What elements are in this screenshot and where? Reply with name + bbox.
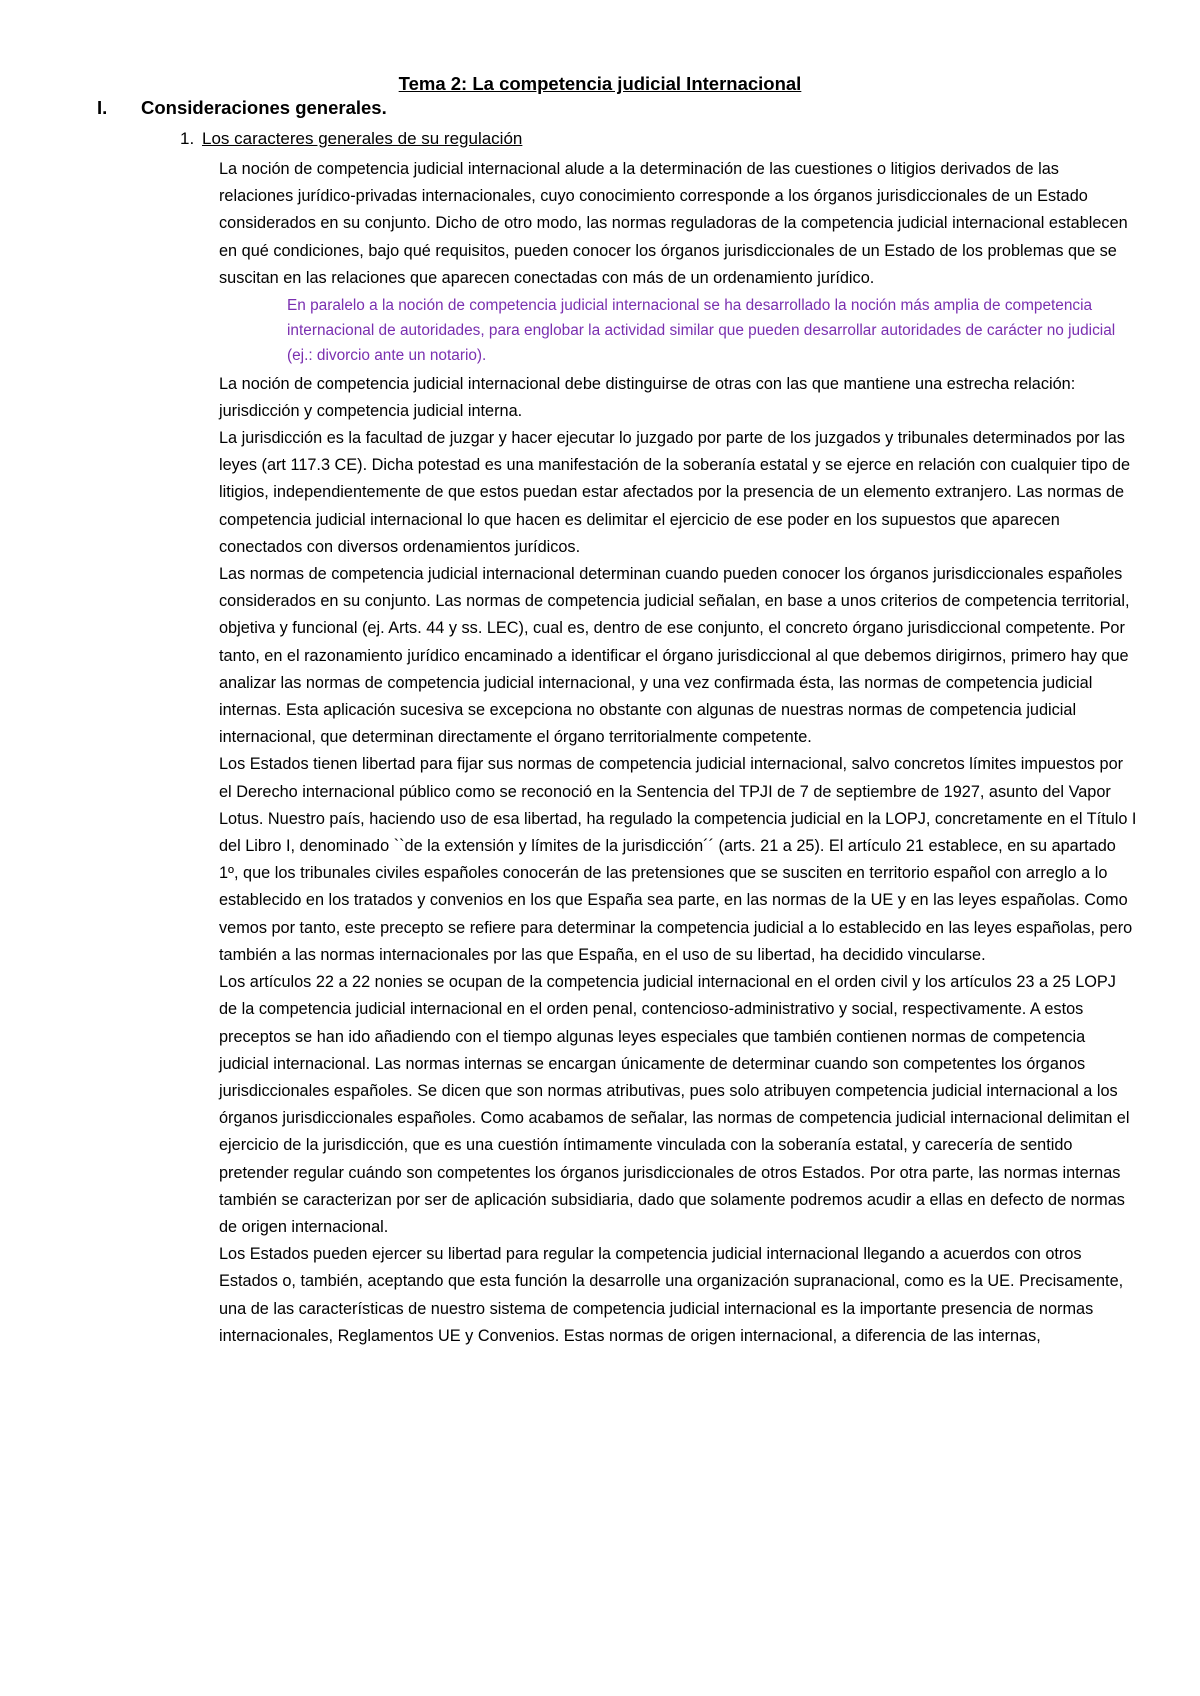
section-number: I. <box>97 97 108 118</box>
subsection-heading <box>180 128 522 150</box>
section-label: Consideraciones generales. <box>141 97 387 118</box>
section-heading <box>97 96 387 120</box>
document-body <box>219 156 1137 1350</box>
paragraph: Las normas de competencia judicial internacional determinan cuando pueden conocer los órganos jurisdiccionales españoles considerados en su conjunto. Las normas de competencia judicial señalan, en base a unos criterios de competencia territorial, objetiva y funcional (ej. Arts. 44 y ss. LEC), cual es, dentro de ese conjunto, el concreto órgano jurisdiccional competente. Por tanto, en el razonamiento jurídico encaminado a identificar el órgano jurisdiccional al que debemos dirigirnos, primero hay que analizar las normas de competencia judicial internacional, y una vez confirmada ésta, las normas de competencia judicial internas. Esta aplicación sucesiva se excepciona no obstante con algunas de nuestras normas de competencia judicial internacional, que determinan directamente el órgano territorialmente competente. <box>219 565 1130 747</box>
paragraph: La noción de competencia judicial internacional debe distinguirse de otras con las que mantiene una estrecha relación: jurisdicción y competencia judicial interna. <box>219 374 1076 420</box>
subsection-label: Los caracteres generales de su regulación <box>202 129 523 148</box>
paragraph: Los artículos 22 a 22 nonies se ocupan de la competencia judicial internacional en el orden civil y los artículos 23 a 25 LOPJ de la competencia judicial internacional en el orden penal, contencioso-administrativo y social, respectivamente. A estos preceptos se han ido añadiendo con el tiempo algunas leyes especiales que también contienen normas de competencia judicial internacional. Las normas internas se encargan únicamente de determinar cuando son competentes los órganos jurisdiccionales españoles. Se dicen que son normas atributivas, pues solo atribuyen competencia judicial internacional a los órganos jurisdiccionales españoles. Como acabamos de señalar, las normas de competencia judicial internacional delimitan el ejercicio de la jurisdicción, que es una cuestión íntimamente vinculada con la soberanía estatal, y carecería de sentido pretender regular cuándo son competentes los órganos jurisdiccionales de otros Estados. Por otra parte, las normas internas también se caracterizan por ser de aplicación subsidiaria, dado que solamente podremos acudir a ellas en defecto de normas de origen internacional. <box>219 973 1130 1236</box>
subsection-number: 1. <box>180 129 195 148</box>
highlighted-note: En paralelo a la noción de competencia judicial internacional se ha desarrollado la noción más amplia de competencia internacional de autoridades, para englobar la actividad similar que pueden desarrollar autoridades de carácter no judicial (ej.: divorcio ante un notario). <box>287 297 1116 365</box>
document-title: Tema 2: La competencia judicial Internacional <box>398 73 802 94</box>
paragraph: La noción de competencia judicial internacional alude a la determinación de las cuestiones o litigios derivados de las relaciones jurídico-privadas internacionales, cuyo conocimiento corresponde a los órganos jurisdiccionales de un Estado considerados en su conjunto. Dicho de otro modo, las normas reguladoras de la competencia judicial internacional establecen en qué condiciones, bajo qué requisitos, pueden conocer los órganos jurisdiccionales de un Estado de los problemas que se suscitan en las relaciones que aparecen conectadas con más de un ordenamiento jurídico. <box>219 160 1128 287</box>
paragraph: Los Estados tienen libertad para fijar sus normas de competencia judicial internacional, salvo concretos límites impuestos por el Derecho internacional público como se reconoció en la Sentencia del TPJI de 7 de septiembre de 1927, asunto del Vapor Lotus. Nuestro país, haciendo uso de esa libertad, ha regulado la competencia judicial en la LOPJ, concretamente en el Título I del Libro I, denominado ``de la extensión y límites de la jurisdicción´´ (arts. 21 a 25). El artículo 21 establece, en su apartado 1º, que los tribunales civiles españoles conocerán de las pretensiones que se susciten en territorio español con arreglo a lo establecido en los tratados y convenios en los que España sea parte, en las normas de la UE y en las leyes españolas. Como vemos por tanto, este precepto se refiere para determinar la competencia judicial a lo establecido en las leyes españolas, pero también a las normas internacionales por las que España, en el uso de su libertad, ha decidido vincularse. <box>219 755 1137 964</box>
paragraph: Los Estados pueden ejercer su libertad para regular la competencia judicial internacional llegando a acuerdos con otros Estados o, también, aceptando que esta función la desarrolle una organización supranacional, como es la UE. Precisamente, una de las características de nuestro sistema de competencia judicial internacional es la importante presencia de normas internacionales, Reglamentos UE y Convenios. Estas normas de origen internacional, a diferencia de las internas, <box>219 1245 1124 1345</box>
paragraph: La jurisdicción es la facultad de juzgar y hacer ejecutar lo juzgado por parte de los juzgados y tribunales determinados por las leyes (art 117.3 CE). Dicha potestad es una manifestación de la soberanía estatal y se ejerce en relación con cualquier tipo de litigios, independientemente de que estos puedan estar afectados por la presencia de un elemento extranjero. Las normas de competencia judicial internacional lo que hacen es delimitar el ejercicio de ese poder en los supuestos que aparecen conectados con diversos ordenamientos jurídicos. <box>219 429 1131 556</box>
